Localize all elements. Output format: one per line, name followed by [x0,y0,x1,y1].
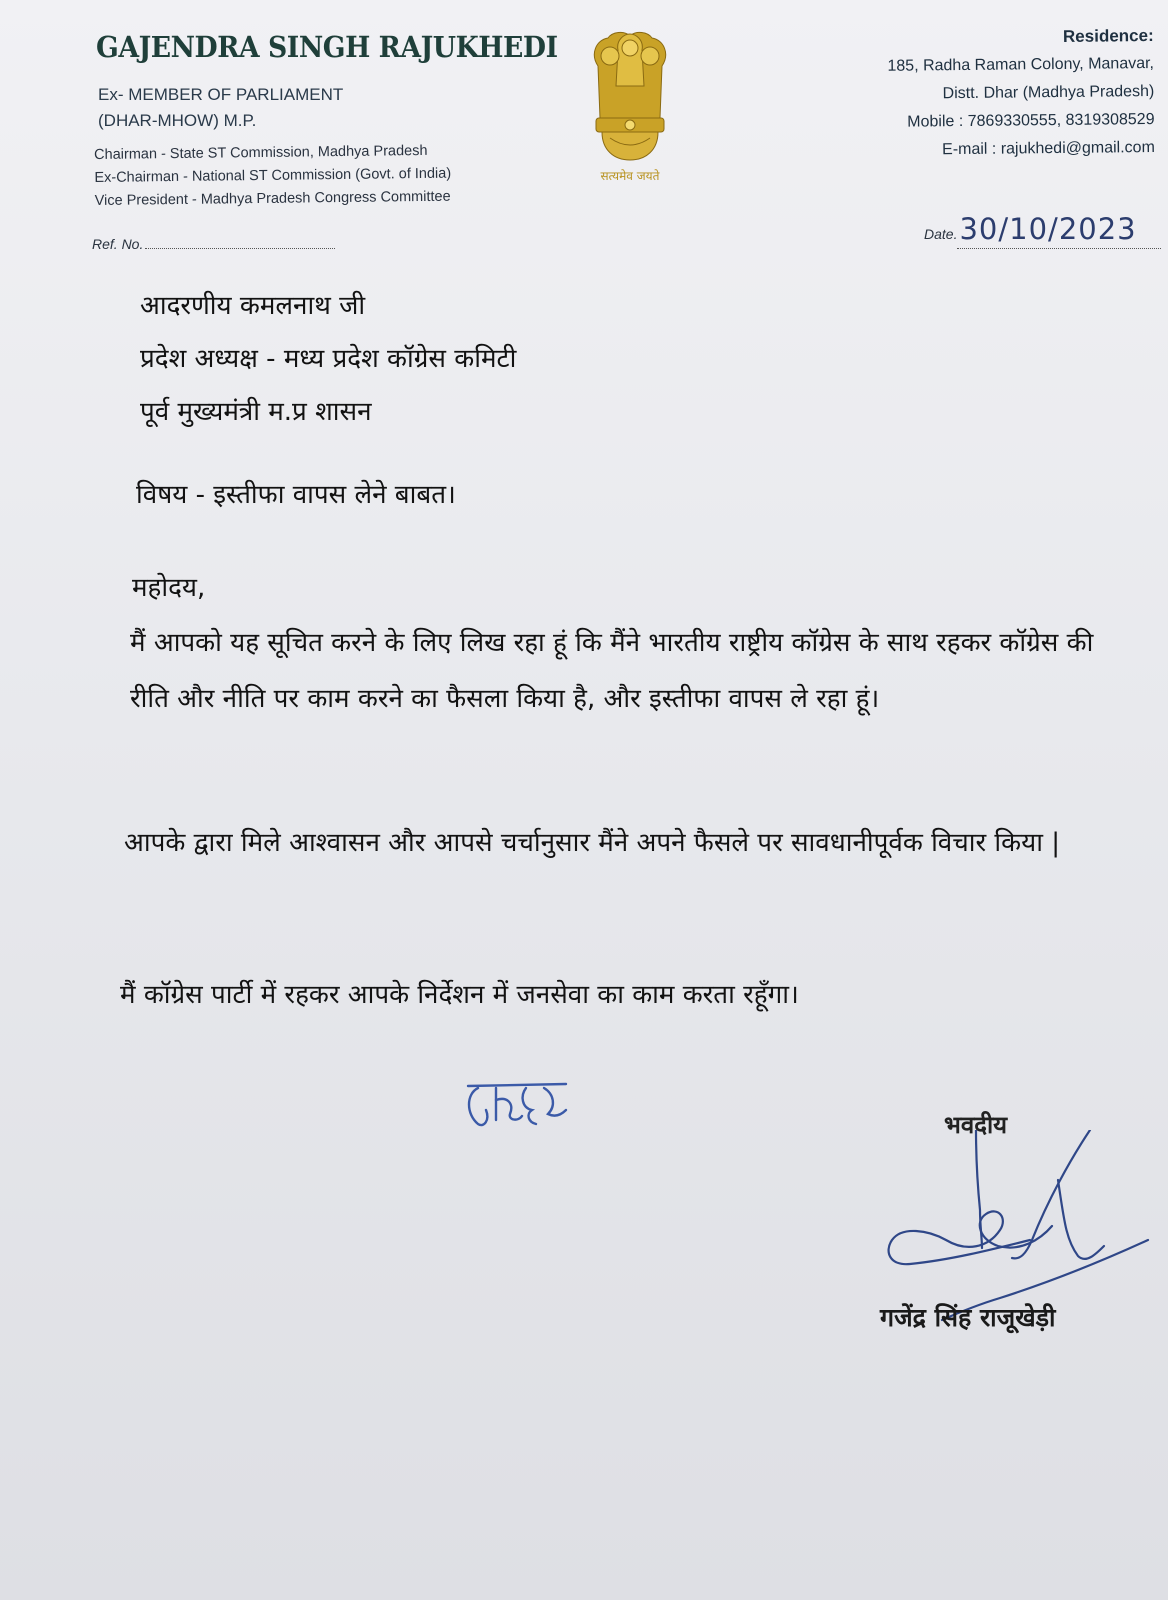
mobile-numbers: Mobile : 7869330555, 8319308529 [907,110,1156,131]
designation-block [98,82,343,134]
ref-number-field [92,236,335,252]
date-field [924,212,1161,246]
role-line: Vice President - Madhya Pradesh Congress Committee [94,188,451,209]
signatory-name: गजेंद्र सिंह राजूखेड़ी [880,1303,1056,1332]
role-line: Chairman - State ST Commission, Madhya Pradesh [94,142,428,163]
residence-block [887,22,1155,165]
designation-line-1: Ex- MEMBER OF PARLIAMENT [98,85,344,104]
designation-line-2: (DHAR-MHOW) M.P. [98,111,257,130]
subject-line: विषय - इस्तीफा वापस लेने बाबत। [136,480,456,510]
ref-blank-line [145,248,335,249]
emblem-caption: सत्यमेव जयते [600,169,660,183]
date-label: Date. [924,226,958,242]
salutation: महोदय, [132,573,206,603]
address-line-1: 185, Radha Raman Colony, Manavar, [887,54,1155,75]
closing-text: भवदीय [944,1111,1008,1139]
body-paragraph-2: आपके द्वारा मिले आश्वासन और आपसे चर्चानुसार मैंने अपने फैसले पर सावधानीपूर्वक विचार किया | [124,828,1060,858]
national-emblem-icon [580,26,680,186]
ref-label: Ref. No. [92,236,144,252]
email-address: E-mail : rajukhedi@gmail.com [942,138,1156,159]
roles-block [94,140,452,213]
addressee-block [140,280,516,439]
body-paragraph-3: मैं कॉग्रेस पार्टी में रहकर आपके निर्देशन में जनसेवा का काम करता रहूँगा। [120,980,799,1010]
addressee-line-3: पूर्व मुख्यमंत्री म.प्र शासन [140,397,372,427]
handwritten-saadar [462,1080,572,1130]
role-line: Ex-Chairman - National ST Commission (Govt. of India) [94,165,452,186]
addressee-line-2: प्रदेश अध्यक्ष - मध्य प्रदेश कॉग्रेस कमिटी [140,344,517,374]
letterhead-name: GAJENDRA SINGH RAJUKHEDI [96,30,558,64]
address-line-2: Distt. Dhar (Madhya Pradesh) [943,82,1155,103]
date-value: 30/10/2023 [957,212,1160,249]
body-paragraph-1: मैं आपको यह सूचित करने के लिए लिख रहा हूं कि मैंने भारतीय राष्ट्रीय कॉग्रेस के साथ रहकर कॉग्रेस की रीति और नीति पर काम करने का फैसला किया है, और इस्तीफा वापस ले रहा हूं। [130,628,1094,714]
residence-title: Residence: [1063,25,1155,46]
addressee-line-1: आदरणीय कमलनाथ जी [140,291,366,321]
